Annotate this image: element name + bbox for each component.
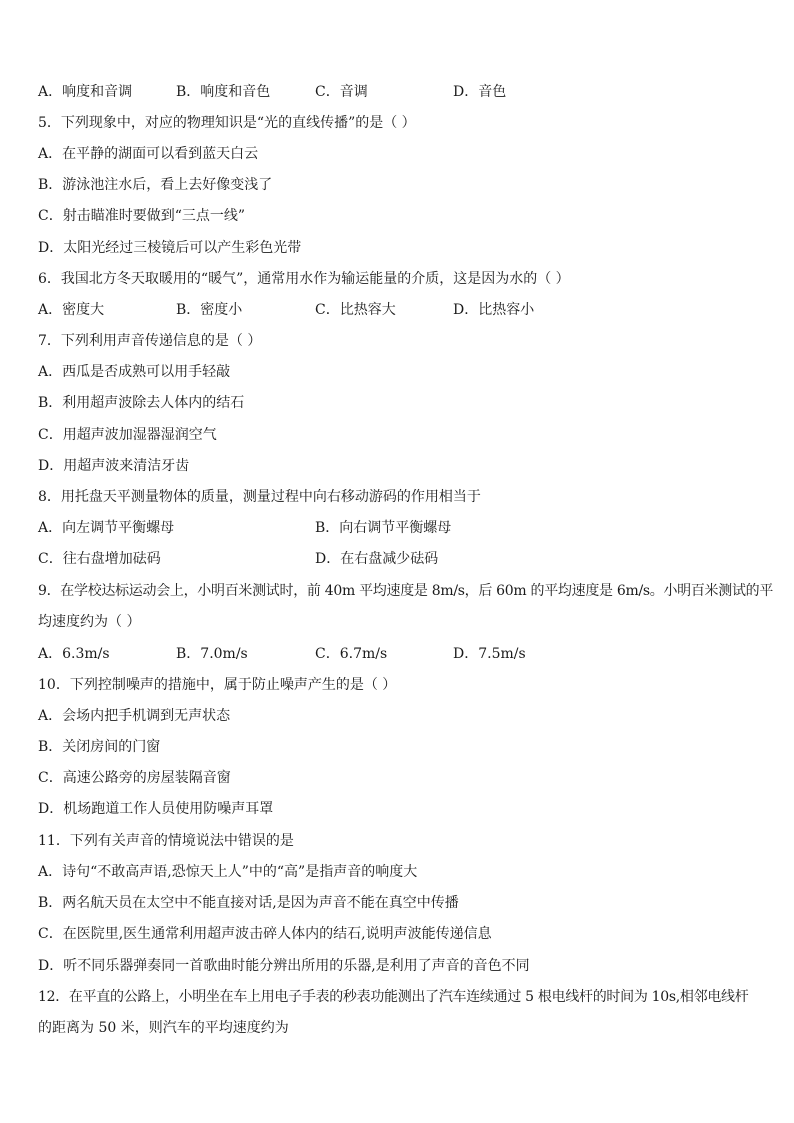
q11-option-b: B．两名航天员在太空中不能直接对话,是因为声音不能在真空中传播	[38, 895, 459, 911]
q11-option-d: D．听不同乐器弹奏同一首歌曲时能分辨出所用的乐器,是利用了声音的音色不同	[38, 958, 530, 974]
q7-option-d: D．用超声波来清洁牙齿	[38, 458, 190, 474]
q8-option-c: C．往右盘增加砝码	[38, 551, 161, 567]
q8-option-d: D．在右盘减少砝码	[315, 551, 439, 567]
q4-option-c: C．音调	[315, 84, 368, 100]
q11-stem: 11．下列有关声音的情境说法中错误的是	[38, 833, 294, 849]
q9-option-d: D．7.5m/s	[453, 646, 526, 662]
q5-option-b: B．游泳池注水后，看上去好像变浅了	[38, 177, 273, 193]
q7-option-a: A．西瓜是否成熟可以用手轻敲	[38, 364, 231, 380]
q6-stem: 6．我国北方冬天取暖用的“暖气”，通常用水作为输运能量的介质，这是因为水的（ ）	[38, 271, 570, 287]
q9-stem-line2: 均速度约为（ ）	[38, 614, 141, 630]
q10-option-d: D．机场跑道工作人员使用防噪声耳罩	[38, 801, 274, 817]
q8-option-a: A．向左调节平衡螺母	[38, 520, 175, 536]
q6-option-d: D．比热容小	[453, 302, 535, 318]
q9-option-c: C．6.7m/s	[315, 646, 388, 662]
q9-option-b: B．7.0m/s	[176, 646, 248, 662]
q12-stem-line2: 的距离为 50 米，则汽车的平均速度约为	[38, 1020, 289, 1036]
q10-option-c: C．高速公路旁的房屋装隔音窗	[38, 770, 231, 786]
q9-stem-line1: 9．在学校达标运动会上，小明百米测试时，前 40m 平均速度是 8m/s，后 60m 的平均速度是 6m/s。小明百米测试的平	[38, 583, 774, 599]
q4-option-a: A．响度和音调	[38, 84, 133, 100]
q11-option-a: A．诗句“不敢高声语,恐惊天上人”中的“高”是指声音的响度大	[38, 864, 418, 880]
q8-stem: 8．用托盘天平测量物体的质量，测量过程中向右移动游码的作用相当于	[38, 489, 481, 505]
q11-option-c: C．在医院里,医生通常利用超声波击碎人体内的结石,说明声波能传递信息	[38, 926, 492, 942]
q9-option-a: A．6.3m/s	[38, 646, 110, 662]
q5-option-d: D．太阳光经过三棱镜后可以产生彩色光带	[38, 240, 302, 256]
q5-option-a: A．在平静的湖面可以看到蓝天白云	[38, 146, 259, 162]
q5-stem: 5．下列现象中，对应的物理知识是“光的直线传播”的是（ ）	[38, 115, 416, 131]
q4-option-d: D．音色	[453, 84, 507, 100]
q10-stem: 10．下列控制噪声的措施中，属于防止噪声产生的是（ ）	[38, 677, 397, 693]
q10-option-a: A．会场内把手机调到无声状态	[38, 708, 231, 724]
q6-option-c: C．比热容大	[315, 302, 396, 318]
q10-option-b: B．关闭房间的门窗	[38, 739, 161, 755]
q4-option-b: B．响度和音色	[176, 84, 271, 100]
q7-option-b: B．利用超声波除去人体内的结石	[38, 395, 245, 411]
q6-option-a: A．密度大	[38, 302, 105, 318]
q8-option-b: B．向右调节平衡螺母	[315, 520, 452, 536]
q7-stem: 7．下列利用声音传递信息的是（ ）	[38, 333, 262, 349]
q7-option-c: C．用超声波加湿器湿润空气	[38, 427, 217, 443]
q5-option-c: C．射击瞄准时要做到“三点一线”	[38, 208, 246, 224]
q6-option-b: B．密度小	[176, 302, 243, 318]
q12-stem-line1: 12．在平直的公路上，小明坐在车上用电子手表的秒表功能测出了汽车连续通过 5 根电线杆的时间为 10s,相邻电线杆	[38, 989, 749, 1005]
